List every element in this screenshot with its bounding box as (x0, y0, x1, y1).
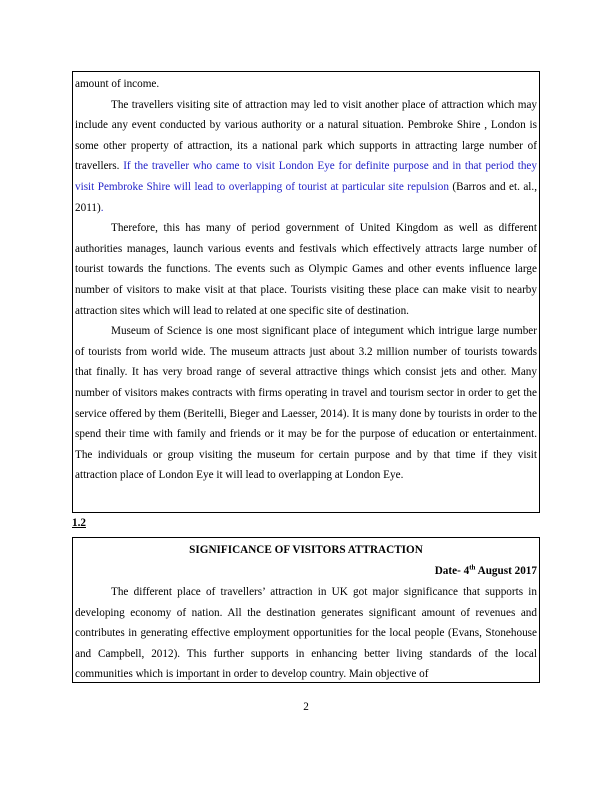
section-heading: SIGNIFICANCE OF VISITORS ATTRACTION (189, 544, 423, 556)
paragraph-text: The travellers visiting site of attraction may led to visit another place of attraction which may include any event conducted by various authority or a natural situation. Pembroke Shire , London is some other property of attraction, its a national park which supports in attracting large number of travellers. (75, 98, 537, 173)
paragraph-museum: Museum of Science is one most significant place of integument which intrigue large number of tourists from world wide. The museum attracts just about 3.2 million number of tourists towards that finally. It has very broad range of several attractive things which consist jets and other. Many number of visitors makes contracts with firms operating in travel and tourism sector in order to get the service offered by them (Beritelli, Bieger and Laesser, 2014). It is many done by tourists in order to the spend their time with family and friends or it may be for the purpose of education or entertainment. The individuals or group visiting the museum for certain purpose and by that time if they visit attraction place of London Eye it will lead to overlapping at London Eye. (75, 325, 537, 482)
date-superscript: th (469, 563, 476, 572)
highlighted-period: . (100, 201, 104, 214)
highlighted-text: If the traveller who came to visit London Eye for definite purpose and in that period they visit Pembroke Shire will lead to overlapping of tourist at particular site repulsion (75, 160, 537, 193)
paragraph-continuation: amount of income. (75, 78, 160, 90)
paragraph-government: Therefore, this has many of period government of United Kingdom as well as different authorities manages, launch various events and festivals which effectively attracts large number of tourist towards the functions. The events such as Olympic Games and other events influence large number of visitors to make visit at that place. Tourists visiting these place can make visit to nearby attraction sites which will lead to related at one specific site of destination. (75, 222, 537, 317)
page-number: 2 (303, 701, 309, 713)
date-suffix: August 2017 (475, 565, 537, 577)
date-prefix: Date- 4 (434, 565, 470, 577)
text-box-significance (72, 537, 540, 683)
section-number: 1.2 (72, 517, 86, 529)
paragraph-travellers (75, 95, 537, 219)
text-box-continued (72, 71, 540, 513)
date-line (75, 561, 537, 582)
citation: (Barros and et. al., 2011) (75, 180, 537, 214)
paragraph-significance: The different place of travellers’ attraction in UK got major significance that supports in developing economy of nation. All the destination generates significant amount of revenues and contributes in generating effective employment opportunities for the local people (Evans, Stonehouse and Campbell, 2012). This further supports in enhancing better living standards of the local communities which is important in order to develop country. Main objective of (75, 586, 537, 681)
